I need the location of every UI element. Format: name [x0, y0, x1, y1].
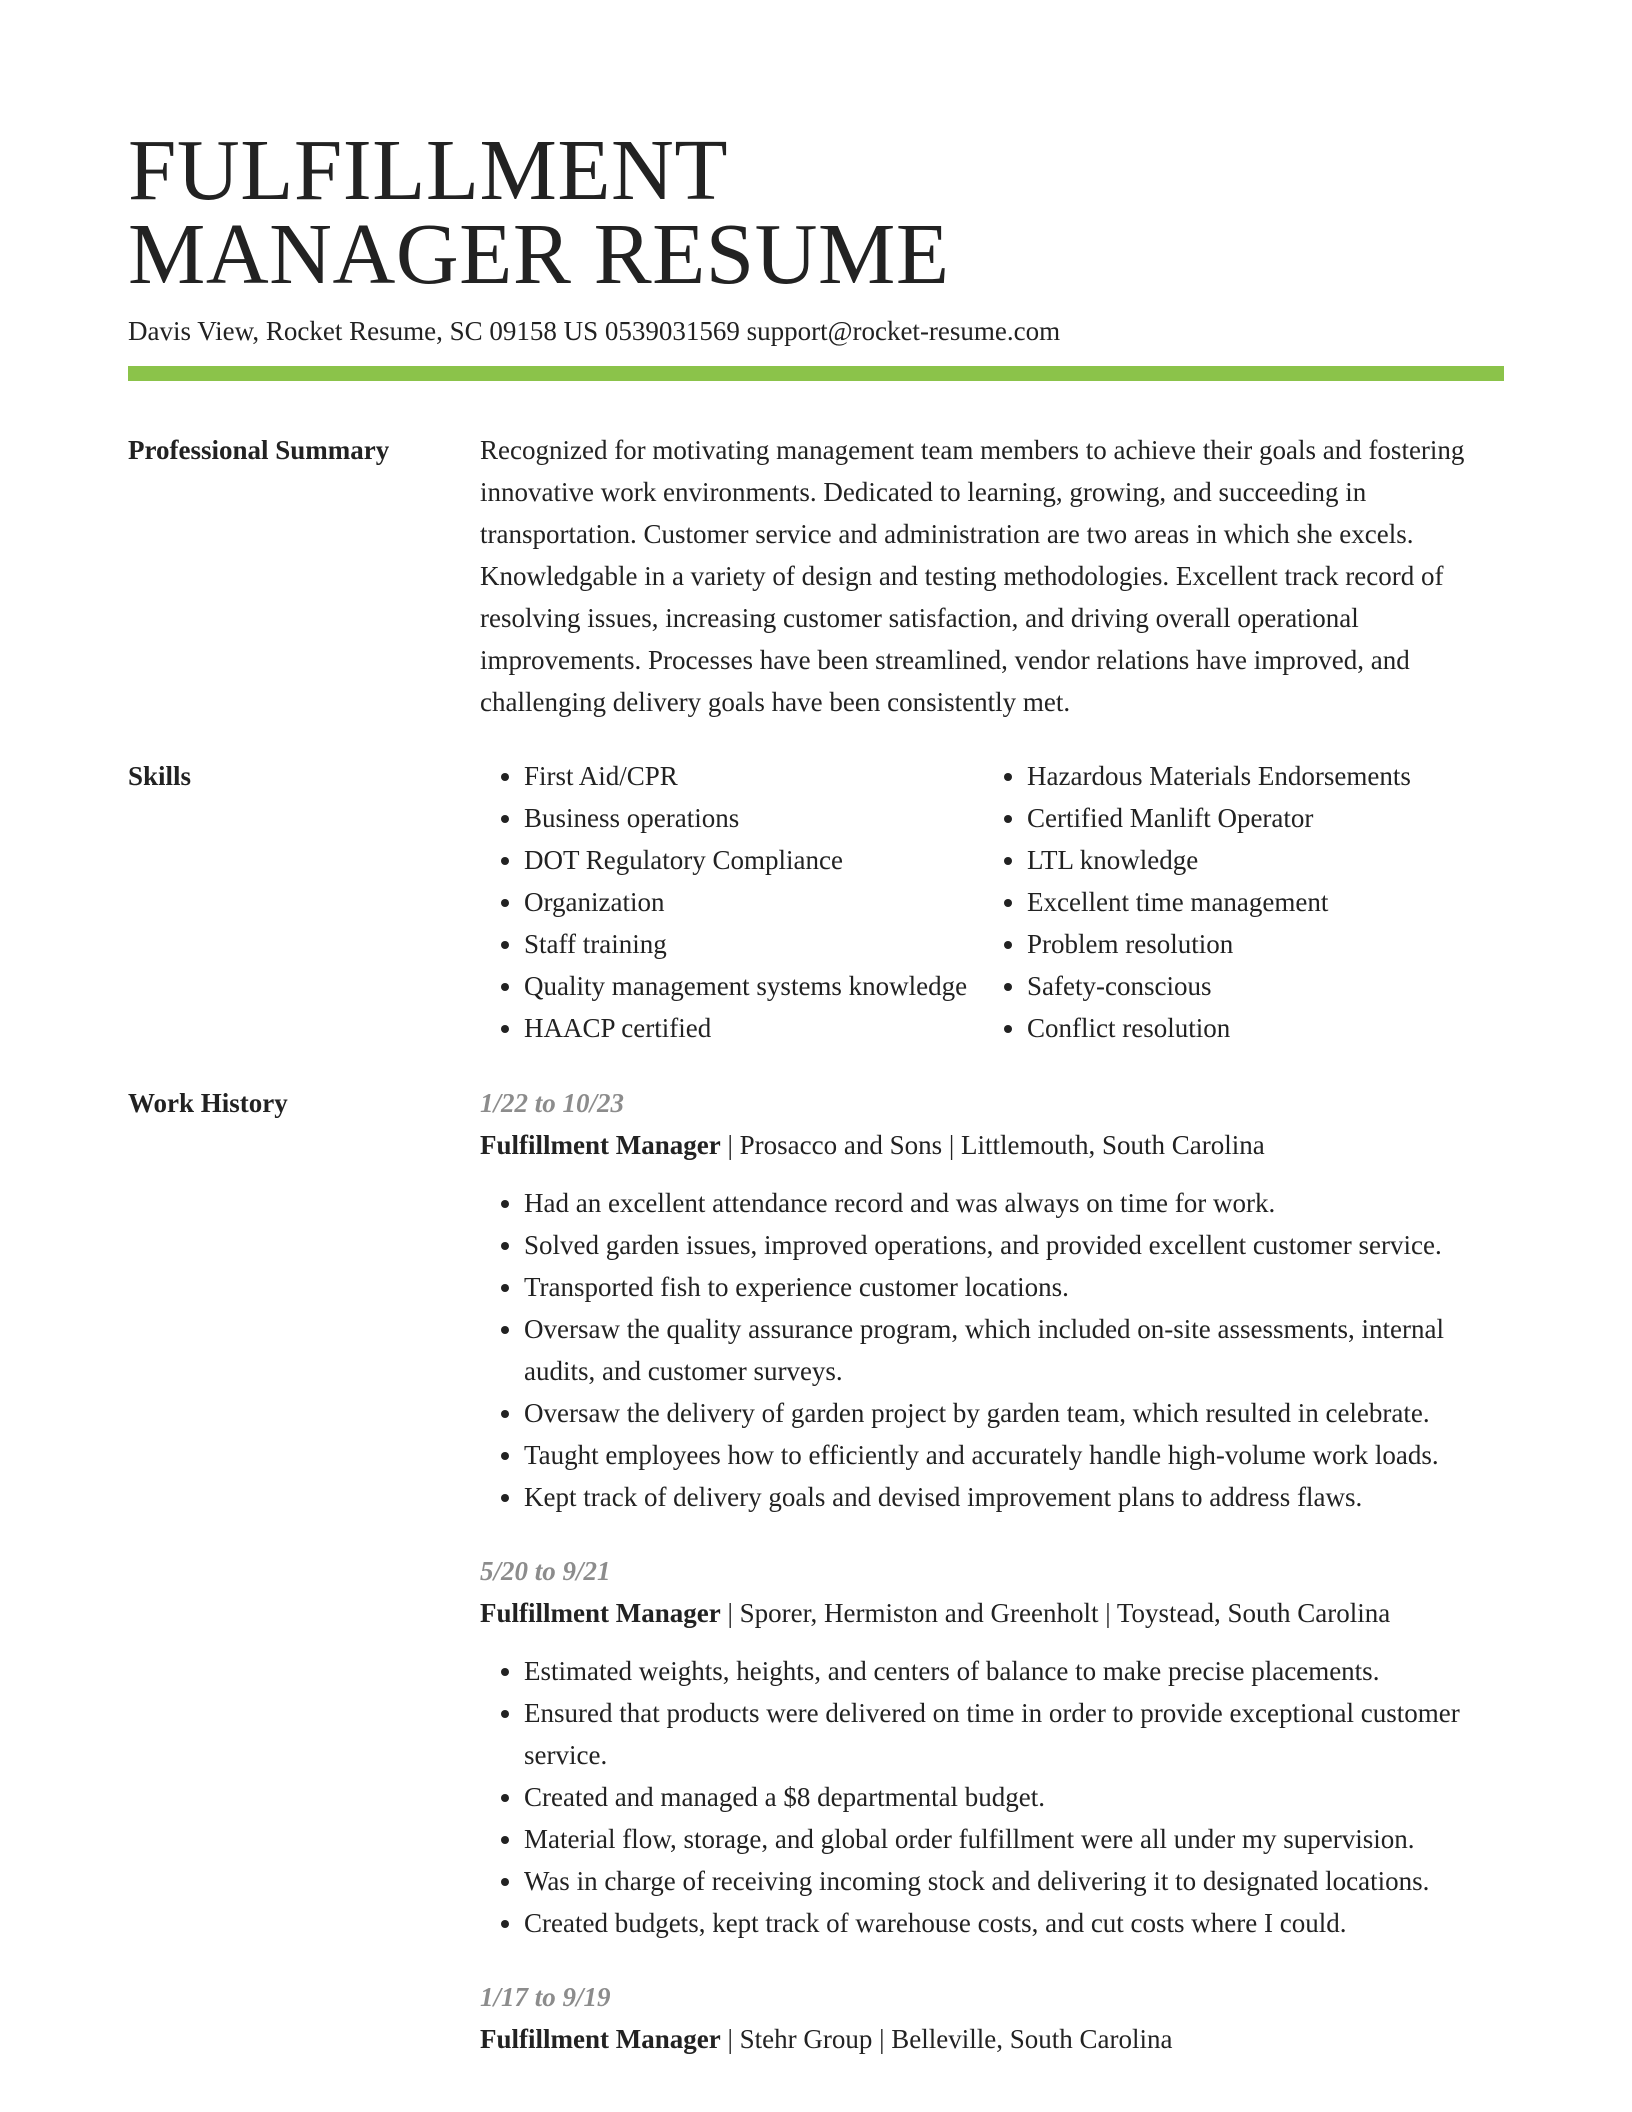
job-date: 1/17 to 9/19 [480, 1982, 611, 2012]
skill-item: • Conflict resolution [1027, 1007, 1411, 1049]
job-date: 5/20 to 9/21 [480, 1556, 611, 1586]
job-company-location: | Prosacco and Sons | Littlemouth, South Carolina [720, 1130, 1265, 1160]
summary-text: Recognized for motivating management team members to achieve their goals and fostering innovative work environments. Dedicated to learning, growing, and succeeding in transportation. Customer service and administration are two areas in which she excels. Knowledgable in a variety of design and testing methodologies. Excellent track record of resolving issues, increasing customer satisfaction, and driving overall operational improvements. Processes have been streamlined, vendor relations have improved, and challenging delivery goals have been consistently met. [480, 435, 1465, 717]
job-bullet: • Solved garden issues, improved operations, and provided excellent customer service. [524, 1224, 1504, 1266]
job-bullet: • Estimated weights, heights, and centers of balance to make precise placements. [524, 1650, 1504, 1692]
skills-column-1 [480, 755, 983, 1049]
skill-item: • Hazardous Materials Endorsements [1027, 755, 1411, 797]
work-history-body [480, 1082, 1504, 2060]
job-date: 1/22 to 10/23 [480, 1088, 625, 1118]
resume-page [128, 121, 1504, 2060]
job-title: Fulfillment Manager [480, 1130, 721, 1160]
skill-item: • Certified Manlift Operator [1027, 797, 1411, 839]
skill-item: • Problem resolution [1027, 923, 1411, 965]
job-bullet: • Created budgets, kept track of warehouse costs, and cut costs where I could. [524, 1902, 1504, 1944]
job-bullet: • Ensured that products were delivered on time in order to provide exceptional customer service. [524, 1692, 1504, 1776]
skill-item: • First Aid/CPR [524, 755, 983, 797]
job-bullet: • Oversaw the delivery of garden project by garden team, which resulted in celebrate. [524, 1392, 1504, 1434]
title-line-2: MANAGER RESUME [128, 205, 950, 302]
job-heading [480, 1124, 1504, 1166]
job-bullets [480, 1650, 1504, 1944]
work-history-section [128, 1082, 1504, 2060]
job-heading [480, 1592, 1504, 1634]
skill-item: • Quality management systems knowledge [524, 965, 983, 1007]
job-heading [480, 2018, 1504, 2060]
job-title: Fulfillment Manager [480, 1598, 721, 1628]
skill-item: • DOT Regulatory Compliance [524, 839, 983, 881]
job-company-location: | Sporer, Hermiston and Greenholt | Toystead, South Carolina [720, 1598, 1391, 1628]
job-bullet: • Kept track of delivery goals and devised improvement plans to address flaws. [524, 1476, 1504, 1518]
section-label-skills: Skills [128, 761, 192, 791]
section-label-work: Work History [128, 1088, 288, 1118]
skill-item: • Staff training [524, 923, 983, 965]
accent-divider [128, 366, 1504, 381]
job-bullet: • Material flow, storage, and global order fulfillment were all under my supervision. [524, 1818, 1504, 1860]
skill-item: • Excellent time management [1027, 881, 1411, 923]
contact-line: Davis View, Rocket Resume, SC 09158 US 0539031569 support@rocket-resume.com [128, 316, 1061, 346]
job-bullet: • Had an excellent attendance record and was always on time for work. [524, 1182, 1504, 1224]
section-label-summary: Professional Summary [128, 435, 390, 465]
skill-item: • Safety-conscious [1027, 965, 1411, 1007]
skill-item: • LTL knowledge [1027, 839, 1411, 881]
professional-summary-section [128, 429, 1504, 723]
job-entry [480, 1550, 1504, 1944]
job-entry [480, 1082, 1504, 1518]
job-company-location: | Stehr Group | Belleville, South Carolina [720, 2024, 1173, 2054]
job-bullet: • Oversaw the quality assurance program, which included on-site assessments, internal audits, and customer surveys. [524, 1308, 1504, 1392]
job-title: Fulfillment Manager [480, 2024, 721, 2054]
skills-column-2 [983, 755, 1411, 1049]
page-title [128, 121, 1504, 302]
skills-section [128, 755, 1504, 1049]
job-bullet: • Created and managed a $8 departmental budget. [524, 1776, 1504, 1818]
title-line-1: FULFILLMENT [128, 121, 728, 218]
job-entry [480, 1976, 1504, 2060]
skills-grid [480, 755, 1504, 1049]
job-bullet: • Taught employees how to efficiently and accurately handle high-volume work loads. [524, 1434, 1504, 1476]
job-bullets [480, 1182, 1504, 1518]
job-bullet: • Was in charge of receiving incoming stock and delivering it to designated locations. [524, 1860, 1504, 1902]
skill-item: • HAACP certified [524, 1007, 983, 1049]
job-bullet: • Transported fish to experience customer locations. [524, 1266, 1504, 1308]
skill-item: • Organization [524, 881, 983, 923]
skill-item: • Business operations [524, 797, 983, 839]
